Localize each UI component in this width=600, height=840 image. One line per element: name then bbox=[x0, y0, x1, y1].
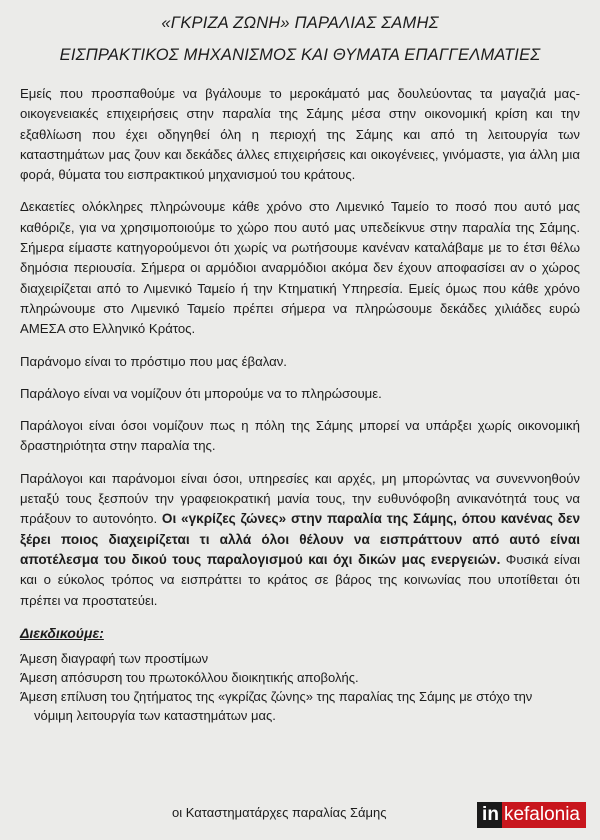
signature: οι Καταστηματάρχες παραλίας Σάμης bbox=[172, 805, 387, 820]
paragraph-2: Δεκαετίες ολόκληρες πληρώνουμε κάθε χρόνο στο Λιμενικό Ταμείο το ποσό που αυτό μας καθόριζε, για να χρησιμοποιούμε το χώρο που αυτό μας υπεδείκνυε στην παραλία της Σάμης. Σήμερα είμαστε κατηγορούμενοι ότι χωρίς να ρωτήσουμε κανέναν καταλάβαμε με το έτσι θέλω δημόσια περιουσία. Σήμερα οι αρμόδιοι αναρμόδιοι ακόμα δεν έχουν αποφασίσει αν ο χώρος διαχειρίζεται από το Λιμενικό Ταμείο ή την Κτηματική Υπηρεσία. Εμείς όμως που κάθε χρόνο πληρώνουμε στο Λιμενικό Ταμείο πρέπει σήμερα να πληρώσουμε δεκάδες χιλιάδες ευρώ ΑΜΕΣΑ στο Ελληνικό Κράτος. bbox=[20, 199, 580, 337]
demand-item: Άμεση επίλυση του ζητήματος της «γκρίζας ζώνης» της παραλίας της Σάμης με στόχο την bbox=[20, 689, 533, 705]
demands-heading: Διεκδικούμε: bbox=[20, 624, 104, 641]
document-subtitle: ΕΙΣΠΡΑΚΤΙΚΟΣ ΜΗΧΑΝΙΣΜΟΣ ΚΑΙ ΘΥΜΑΤΑ ΕΠΑΓΓΕΛΜΑΤΙΕΣ bbox=[59, 46, 541, 64]
demand-item: Άμεση διαγραφή των προστίμων bbox=[20, 651, 209, 667]
logo-name: kefalonia bbox=[502, 802, 586, 828]
inkefalonia-watermark-logo bbox=[477, 802, 586, 828]
paragraph-4: Παράλογο είναι να νομίζουν ότι μπορούμε να το πληρώσουμε. bbox=[20, 385, 382, 401]
demand-item-continuation: νόμιμη λειτουργία των καταστημάτων μας. bbox=[34, 708, 276, 724]
logo-prefix: in bbox=[477, 802, 502, 828]
paragraph-3: Παράνομο είναι το πρόστιμο που μας έβαλαν. bbox=[20, 353, 287, 369]
paragraph-6-start: Παράλογοι και παράνομοι είναι όσοι, υπηρεσίες και αρχές, μη μπορώντας να συνεννοηθούν μεταξύ τους ξεσπούν την γραφειοκρατική μανία τους, την ευθυνόφοβη ανικανότητά τους να πράξουν το αυτονόητο. bbox=[20, 470, 580, 527]
demand-item: Άμεση απόσυρση του πρωτοκόλλου διοικητικής αποβολής. bbox=[20, 670, 359, 686]
paragraph-6-emphasis: Οι «γκρίζες ζώνες» στην παραλία της Σάμης, όπου κανένας δεν ξέρει ποιος διαχειρίζεται τι αλλά όλοι θέλουν να εισπράττουν από αυτό είναι αποτέλεσμα του δικού τους παραλογισμού και όχι δικών μας ενεργειών. bbox=[20, 511, 581, 567]
document-body bbox=[20, 84, 580, 725]
paragraph-6 bbox=[20, 469, 580, 611]
paragraph-5: Παράλογοι είναι όσοι νομίζουν πως η πόλη της Σάμης μπορεί να υπάρξει χωρίς οικονομική δραστηριότητα στην παραλία της. bbox=[20, 418, 580, 454]
paragraph-1: Εμείς που προσπαθούμε να βγάλουμε το μεροκάματό μας δουλεύοντας τα μαγαζιά μας-οικογενειακές επιχειρήσεις στην παραλία της Σάμης μέσα στην οικονομική κρίση και την εξαθλίωση που έχει οδηγηθεί όλη η περιοχή της Σάμης και από τη λειτουργία των καταστημάτων μας ζουν και δεκάδες άλλες επιχειρήσεις και οικογένειες, γινόμαστε, για άλλη μια φορά, θύματα του εισπρακτικού μηχανισμού του κράτους. bbox=[20, 86, 580, 183]
paragraph-6-end: Φυσικά είναι και ο εύκολος τρόπος να εισπράττει το κράτος σε βάρος της κοινωνίας που υποτίθεται ότι πρέπει να προστατεύει. bbox=[20, 551, 581, 608]
document-title: «ΓΚΡΙΖΑ ΖΩΝΗ» ΠΑΡΑΛΙΑΣ ΣΑΜΗΣ bbox=[161, 14, 439, 32]
